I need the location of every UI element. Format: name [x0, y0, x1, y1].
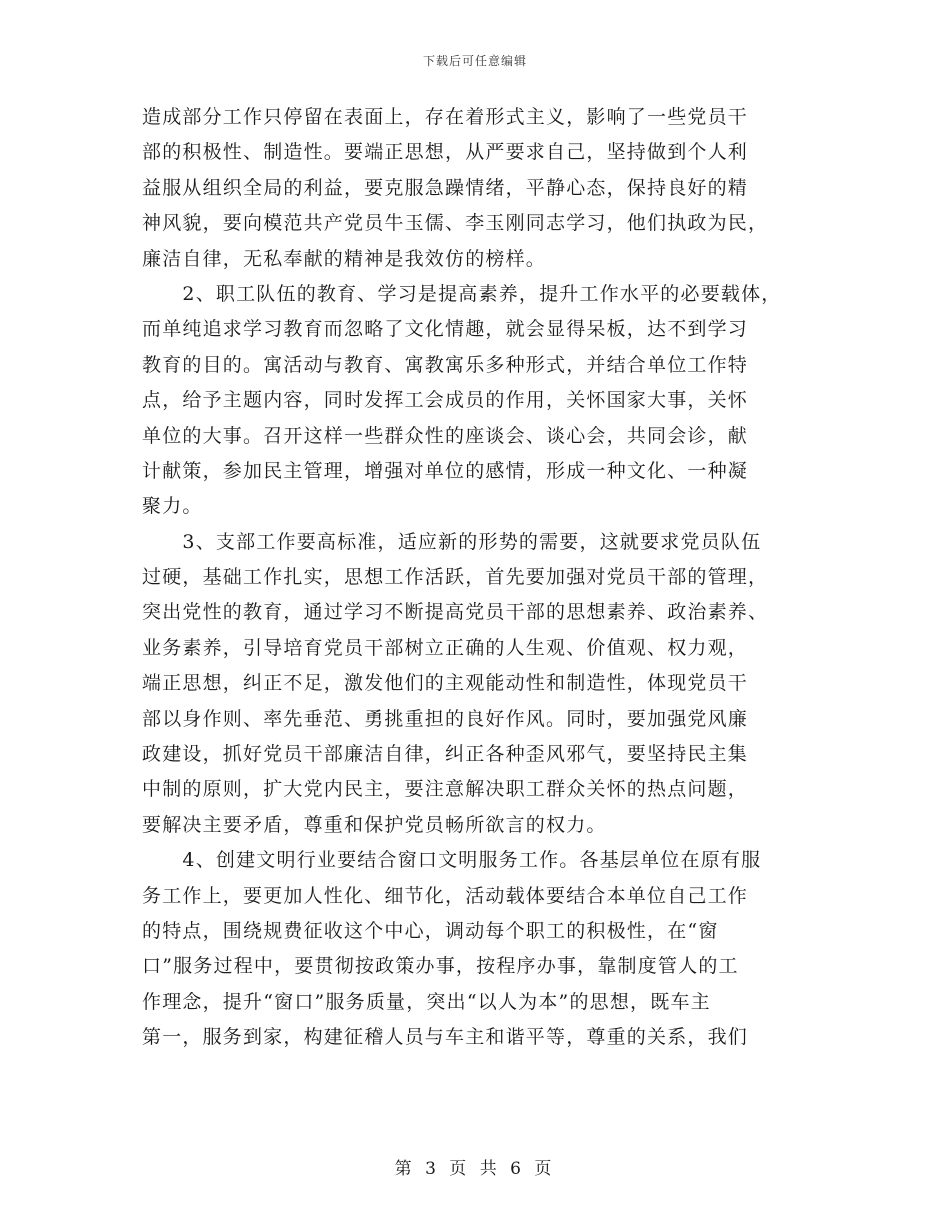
body-text-line: 务工作上，要更加人性化、细节化，活动载体要结合本单位自己工作: [142, 884, 749, 907]
document-body: [142, 100, 832, 1056]
body-text-line: 4、创建文明行业要结合窗口文明服务工作。各基层单位在原有服: [142, 849, 762, 872]
body-text-line: 要解决主要矛盾，尊重和保护党员畅所欲言的权力。: [142, 813, 607, 836]
body-text-line: 政建设，抓好党员干部廉洁自律，纠正各种歪风邪气，要坚持民主集: [142, 743, 749, 766]
body-text-line: 3、支部工作要高标准，适应新的形势的需要，这就要求党员队伍: [142, 530, 762, 553]
body-text-line: 教育的目的。寓活动与教育、寓教寓乐多种形式，并结合单位工作特: [142, 353, 749, 376]
body-text-line: 神风貌，要向模范共产党员牛玉儒、李玉刚同志学习，他们执政为民，: [142, 212, 769, 235]
body-text-line: 聚力。: [142, 495, 203, 518]
page-footer: 第 3 页 共 6 页: [394, 1159, 556, 1179]
body-text-line: 作理念，提升“窗口”服务质量，突出“以人为本”的思想，既车主: [142, 990, 711, 1013]
body-text-line: 端正思想，纠正不足，激发他们的主观能动性和制造性，体现党员干: [142, 672, 749, 695]
body-text-line: 点，给予主题内容，同时发挥工会成员的作用，关怀国家大事，关怀: [142, 389, 749, 412]
body-text-line: 单位的大事。召开这样一些群众性的座谈会、谈心会，共同会诊，献: [142, 424, 749, 447]
body-text-line: 造成部分工作只停留在表面上，存在着形式主义，影响了一些党员干: [142, 106, 749, 128]
body-text-line: 的特点，围绕规费征收这个中心，调动每个职工的积极性，在“窗: [142, 919, 719, 942]
body-text-line: 口”服务过程中，要贯彻按政策办事，按程序办事，靠制度管人的工: [142, 955, 739, 978]
body-text-line: 益服从组织全局的利益，要克服急躁情绪，平静心态，保持良好的精: [142, 176, 749, 199]
body-text-line: 第一，服务到家，构建征稽人员与车主和谐平等，尊重的关系，我们: [142, 1026, 749, 1049]
body-text-line: 部以身作则、率先垂范、勇挑重担的良好作风。同时，要加强党风廉: [142, 707, 749, 730]
body-text-line: 突出党性的教育，通过学习不断提高党员干部的思想素养、政治素养、: [142, 601, 769, 624]
body-text-line: 2、职工队伍的教育、学习是提高素养，提升工作水平的必要载体，: [142, 282, 782, 305]
body-text-line: 廉洁自律，无私奉献的精神是我效仿的榜样。: [142, 247, 547, 270]
body-text-line: 而单纯追求学习教育而忽略了文化情趣，就会显得呆板，达不到学习: [142, 318, 749, 341]
body-text-line: 业务素养，引导培育党员干部树立正确的人生观、价值观、权力观，: [142, 636, 749, 659]
body-text-line: 部的积极性、制造性。要端正思想，从严要求自己，坚持做到个人利: [142, 141, 749, 164]
page-header: 下载后可任意编辑: [422, 54, 527, 68]
body-text-line: 过硬，基础工作扎实，思想工作活跃，首先要加强对党员干部的管理，: [142, 566, 769, 589]
body-text-line: 计献策，参加民主管理，增强对单位的感情，形成一种文化、一种凝: [142, 459, 749, 482]
body-text-line: 中制的原则，扩大党内民主，要注意解决职工群众关怀的热点问题，: [142, 778, 749, 801]
